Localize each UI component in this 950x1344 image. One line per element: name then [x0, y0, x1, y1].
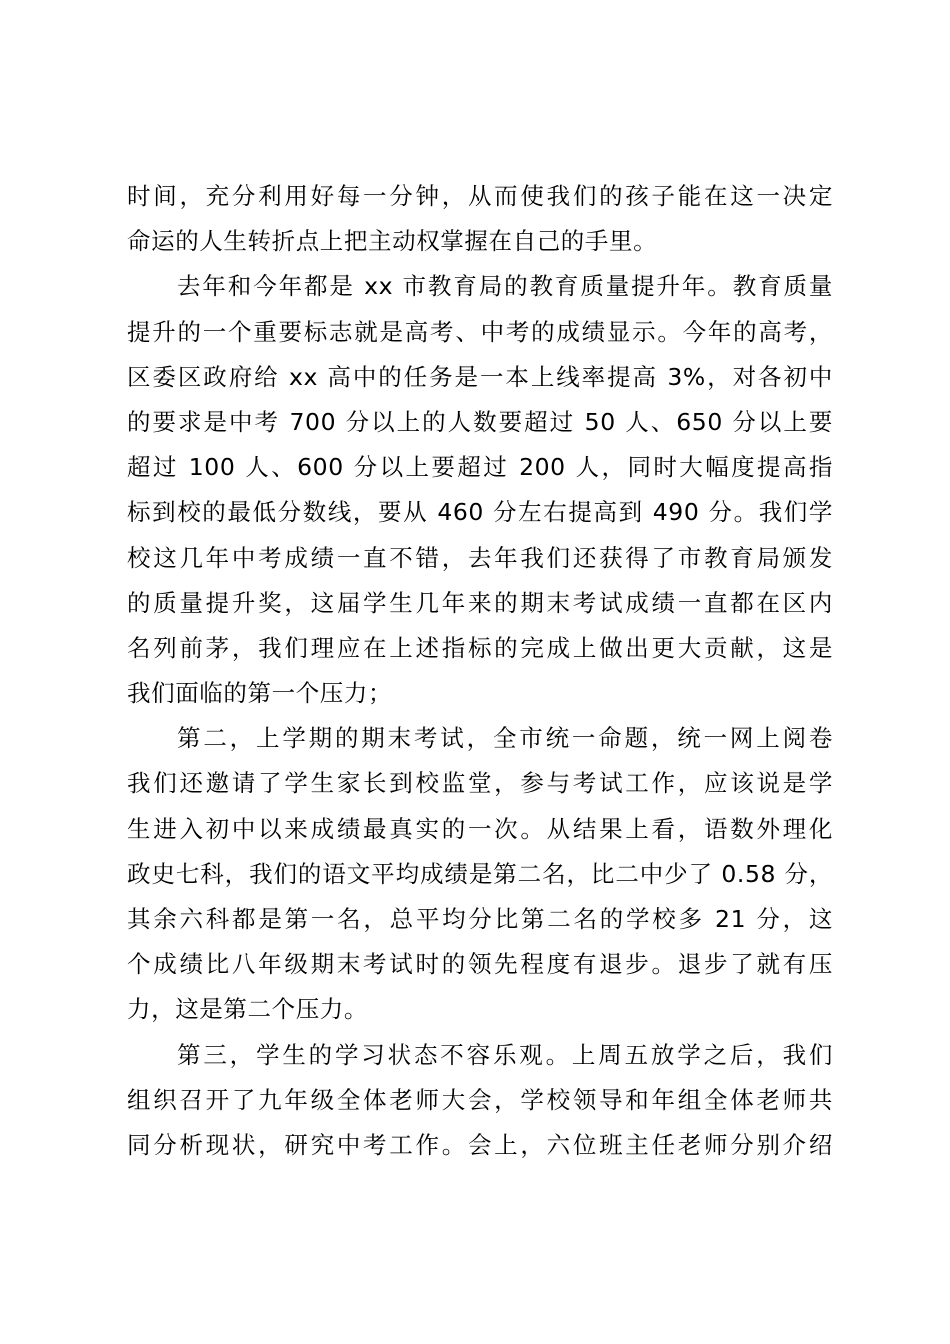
text-line: 我们还邀请了学生家长到校监堂，参与考试工作，应该说是学 [127, 769, 833, 798]
text-line: 组织召开了九年级全体老师大会，学校领导和年组全体老师共 [127, 1085, 833, 1114]
text-line: 我们面临的第一个压力； [127, 679, 393, 708]
text-line: 个成绩比八年级期末考试时的领先程度有退步。退步了就有压 [127, 950, 833, 979]
text-line: 的质量提升奖，这届学生几年来的期末考试成绩一直都在区内 [127, 588, 833, 617]
text-line: 标到校的最低分数线，要从 460 分左右提高到 490 分。我们学 [127, 498, 833, 527]
text-line: 生进入初中以来成绩最真实的一次。从结果上看，语数外理化 [127, 814, 833, 843]
text-line: 去年和今年都是 xx 市教育局的教育质量提升年。教育质量 [177, 272, 833, 301]
text-line: 第三，学生的学习状态不容乐观。上周五放学之后，我们 [177, 1040, 833, 1069]
text-line: 同分析现状，研究中考工作。会上，六位班主任老师分别介绍 [127, 1130, 833, 1159]
text-line: 命运的人生转折点上把主动权掌握在自己的手里。 [127, 227, 658, 256]
document-body [127, 174, 833, 1168]
text-line: 第二，上学期的期末考试，全市统一命题，统一网上阅卷 [177, 724, 833, 753]
text-line: 提升的一个重要标志就是高考、中考的成绩显示。今年的高考， [127, 317, 833, 346]
text-line: 名列前茅，我们理应在上述指标的完成上做出更大贡献，这是 [127, 633, 833, 662]
text-line: 政史七科，我们的语文平均成绩是第二名，比二中少了 0.58 分， [127, 859, 833, 888]
text-line: 的要求是中考 700 分以上的人数要超过 50 人、650 分以上要 [127, 407, 833, 436]
text-line: 校这几年中考成绩一直不错，去年我们还获得了市教育局颁发 [127, 543, 833, 572]
text-line: 力，这是第二个压力。 [127, 995, 368, 1024]
text-line: 时间，充分利用好每一分钟，从而使我们的孩子能在这一决定 [127, 182, 833, 210]
text-line: 区委区政府给 xx 高中的任务是一本上线率提高 3%，对各初中 [127, 362, 833, 391]
text-line: 超过 100 人、600 分以上要超过 200 人，同时大幅度提高指 [127, 453, 833, 482]
text-line: 其余六科都是第一名，总平均分比第二名的学校多 21 分，这 [127, 905, 833, 933]
